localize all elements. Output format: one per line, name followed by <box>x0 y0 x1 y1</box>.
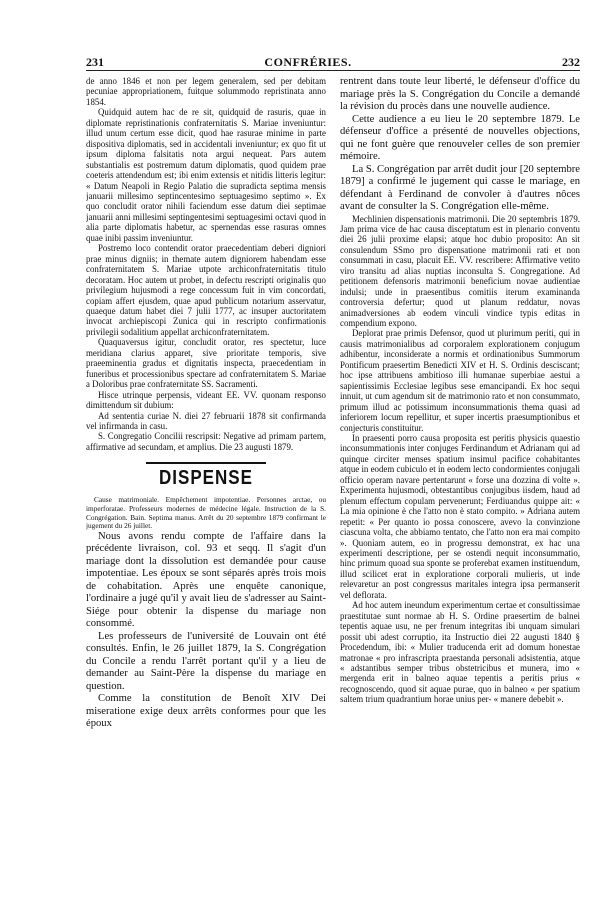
paragraph: de anno 1846 et non per legem generalem, sed per debitam pecuniae appropriationem, fuitque solummodo repristinata anno 1854. <box>86 76 326 107</box>
paragraph: Comme la constitution de Benoît XIV Dei miseratione exige deux arrêts conformes pour que les époux <box>86 693 326 730</box>
section-rule <box>146 462 266 464</box>
paragraph: La S. Congrégation par arrêt dudit jour [20 septembre 1879] a confirmé le jugement qui casse le mariage, en défendant à Ferdinand de convoler à d'autres nôces avant de consulter la S. Congrégation elle-même. <box>340 163 580 212</box>
paragraph: Ad sententia curiae N. diei 27 februarii 1878 sit confirmanda vel infirmanda in casu. <box>86 410 326 431</box>
paragraph: Cette audience a eu lieu le 20 septembre 1879. Le défenseur d'office a présenté de nouvelles objections, qui ne font guère que renouveler celles de son premier mémoire. <box>340 113 580 162</box>
paragraph: Mechlinien dispensationis matrimonii. Die 20 septembris 1879. Jam prima vice de hac causa disceptatum est in plenario conventu diei 26 julii proxime elapsi; atque hoc dubio proposito: An sit consulendum SSmo pro dispensatione matrimonii rati et non consummati in casu, placuit EE. VV. rescribere: Affirmative vetito viro transitu ad alias nuptias inconsulta S. Congregatione. Ad petitionem defensoris matrimonii beneficium novae audientiae indulsi; unde in praesentibus comitiis iterum examinanda controversia defertur; quod ut planum reddatur, novas animadversiones ab eodem vinculi vindice typis editas in compendium expono. <box>340 213 580 329</box>
running-title: CONFRÉRIES. <box>264 55 352 69</box>
paragraph: Quidquid autem hac de re sit, quidquid de rasuris, quae in diplomate repristinationis confraternitatis S. Mariae inveniuntur: illud unum certum esse dicit, quod hae rasurae minime in parte dispositiva diplomatis, sed in accidentali inveniuntur; ex quo fit ut ipsum diploma falsitatis nota argui nequeat. Pars autem substantialis est postremum datum diplomatis, quod quidem prae coeteris attendendum est; ibi enim extensis et nitidis litteris legitur: « Datum Neapoli in Regio Palatio die supradicta septima mensis januarii millesimo septincentesimo septuagesimo septimo ». Ex quo concludit orator nihili faciendum esse datum diei septimae januarii anni millesimi septingentesimi septuagesimi octavi quod in alia parte diplomatis habetur, ac spernendas esse rasuras omnes quae inibi passim inveniuntur. <box>86 107 326 243</box>
paragraph: In praesenti porro causa proposita est peritis physicis quaestio inconsummationis inter conjuges Ferdinandum et Adrianam qui ad quinque circiter menses spatium insimul pacifice cohabitantes atque in eodem cubiculo et in eodem lecto condormientes conjugali officio operam navare pertentarunt « forse una dozzina di volte ». Experimenta hujusmodi, obtestantibus conjugibus iisdem, haud ad plenum effectum copulam pervenerunt; Ferdiuandus quippe ait: « La mia opinione è che l'atto non è stato compito. » Adriana autem repetit: « Per quanto io possa conoscere, avevo la convinzione ciascuna volta, che abbiamo tentato, che l'atto non era mai compito ». Quoniam autem, eo in progressu demonstrat, ex hac una experimenti descriptione, per se ostendi nequit inconsummatio, hinc primum quoad sua sponte se proferebat examen instituendum, illud scilicet erat in exploratione corporali mulieris, ut inde relevaretur an post congressus maritales integra ipsa permanserit vel deflorata. <box>340 433 580 600</box>
paragraph: Nous avons rendu compte de l'affaire dans la précédente livraison, col. 93 et seqq. Il s'agit d'un mariage dont la dissolution est demandée pour cause impotentiae. Les époux se sont séparés après trois mois de cohabitation. Après une enquête canonique, l'ordinaire a jugé qu'il y avait lieu de s'adresser au Saint-Siége pour obtenir la dispense du mariage non consommé. <box>86 530 326 630</box>
paragraph: S. Congregatio Concilii rescripsit: Negative ad primam partem, affirmative ad secundam, et amplius. Die 23 augusti 1879. <box>86 431 326 452</box>
paragraph: Ad hoc autem ineundum experimentum certae et consultissimae praestitutae sunt normae ab H. S. Ordine praesertim de balnei tepentis aquae usu, ne per frenum integritas ibi unquam simulari possit ubi adest corruptio, ita Instructio diei 22 augusti 1840 § Procedendum, ibi: « Mulier traducenda erit ad domum honestae matronae « pro infrascripta praestanda personali adsistentia, atque « adstantibus semper tribus obstetricibus et munera, imo « mergenda erit in balneo aquae tepentis a peritis prius « recognoscendo, quod sit aquae purae, quo in balneo « per spatium saltem trium quadrantium horae unius per- « manere debebit ». <box>340 600 580 705</box>
paragraph: Hisce utrinque perpensis, videant EE. VV. quonam responso dimittendum sit dubium: <box>86 389 326 411</box>
paragraph: Quaquaversus igitur, concludit orator, res spectetur, luce meridiana clarius apparet, sive prioritate temporis, sive praeeminentia gradus et dignitatis inspecta, praecedentiam in funeribus et processionibus spectare ad confraternitatem S. Mariae a Doloribus prae confraternitate SS. Sacramenti. <box>86 337 326 390</box>
left-column-text <box>86 76 326 452</box>
paragraph: Deplorat prae primis Defensor, quod ut plurimum periti, qui in causis matrimonialibus ad corporalem explorationem conjugum adhibentur, inconsiderate a normis et ordinationibus Summorum Pontificum praesertim Benedicti XIV et H. S. Ordinis desciscant; hoc ipse attribuens ambitioso illi humanae superbiae aestui a sapientissimis Ecclesiae legibus sese emancipandi. Ex hoc sequi innuit, ut cum agendum sit de matrimonio rato et non consummato, primum illud ac potissimum inconsummationis thema quasi ad inferiorem locum repellitur, et super incertis praesumptionibus et conjecturis constituitur. <box>340 328 580 433</box>
header-rule <box>86 70 580 71</box>
right-column <box>340 76 580 888</box>
page-header <box>0 0 616 80</box>
section-heading <box>86 462 326 488</box>
section-title: DISPENSE <box>159 466 253 490</box>
left-column <box>86 76 326 888</box>
paragraph: rentrent dans toute leur liberté, le défenseur d'office du mariage près la S. Congrégation du Concile a demandé la révision du procès dans une nouvelle audience. <box>340 76 580 112</box>
left-column-text-2 <box>86 496 326 730</box>
paragraph: Les professeurs de l'université de Louvain ont été consultés. Enfin, le 26 juillet 1879, la S. Congrégation du Concile a rendu l'arrêt portant qu'il y a lieu de demander au Saint-Père la dispense du mariage en question. <box>86 630 326 692</box>
page-number-right: 232 <box>562 55 580 69</box>
paragraph: Cause matrimoniale. Empêchement impotentiae. Personnes arctae, ou imperforatae. Professeurs modernes de médecine légale. Instruction de la S. Congrégation. Bain. Septima manus. Arrêt du 20 septembre 1879 confirmant le jugement du 26 juillet. <box>86 495 326 531</box>
paragraph: Postremo loco contendit orator praecedentiam deberi digniori prae minus digniis; in themate autem digniorem habendam esse confraternitatem S. Mariae utpote archiconfraternitatis titulo decoratam. Hoc autem ut probet, in defectu rescripti originalis quo privilegium hujusmodi a rege concessum fuit in vim concordati, copiam affert ejusdem, quae apud publicum notarium asservatur, quaeque datum habet diei 7 julii 1777, ac insuper auctoritatem invocat archiepiscopi Zunica qui in rescripto confirmationis privilegii sodalitium appellat archiconfraternitatem. <box>86 243 326 337</box>
page-number-left: 231 <box>86 55 104 69</box>
